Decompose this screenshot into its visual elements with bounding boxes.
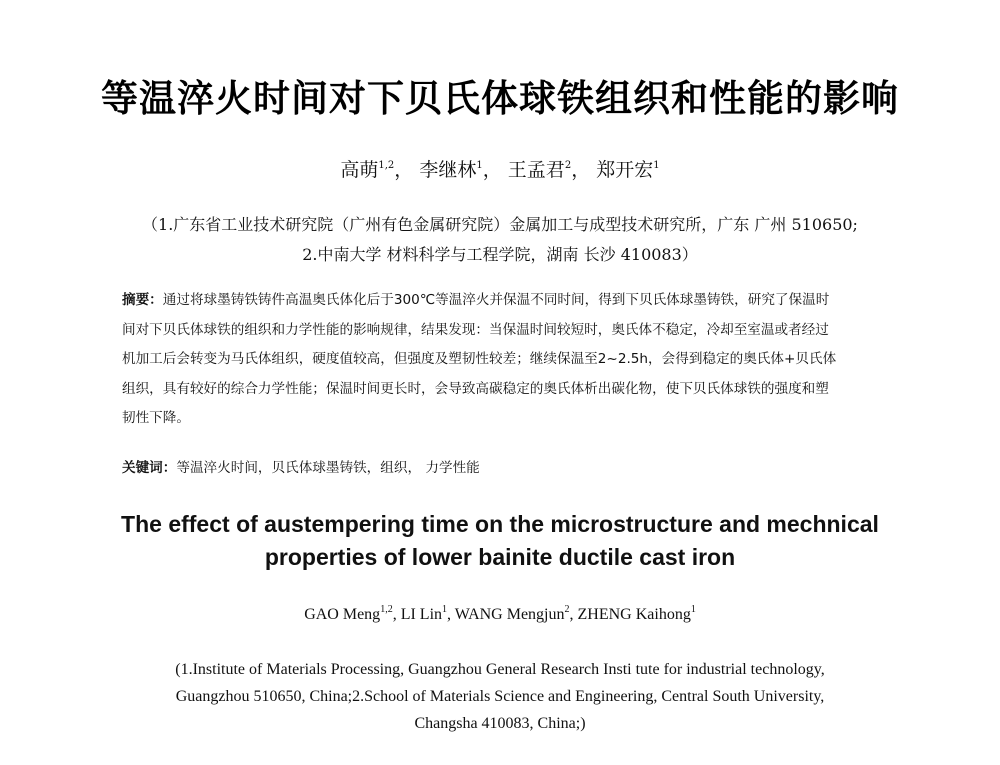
abstract-line: 韧性下降。 [122,410,190,426]
affiliation-line: Guangzhou 510650, China;2.School of Materials Science and Engineering, Central South University, [175,688,825,705]
affiliation-line: Changsha 410083, China;) [414,715,586,732]
author-en: WANG Mengjun$^2$, [454,604,578,623]
author-en: LI Lin$^1$, [400,604,455,623]
chinese-authors [0,155,1000,182]
affiliation-line: (1.Institute of Materials Processing, Guangzhou General Research Insti tute for industrial technology, [175,661,825,678]
author-en: GAO Meng$^{1,2}$, [304,604,401,623]
author-cn: 李继林$^1$， [419,159,502,181]
english-title-line: The effect of austempering time on the microstructure and mechnical [121,511,879,537]
chinese-abstract [122,286,934,434]
english-title [0,508,1000,574]
author-cn: 王孟君$^2$， [507,159,591,181]
abstract-line: 组织，具有较好的综合力学性能；保温时间更长时，会导致高碳稳定的奥氏体析出碳化物，使下贝氏体球铁的强度和塑 [122,380,829,397]
author-cn: 郑开宏$^1$ [596,159,660,181]
abstract-line: 机加工后会转变为马氏体组织，硬度值较高，但强度及塑韧性较差；继续保温至2~2.5h，会得到稳定的奥氏体+贝氏体 [122,351,837,367]
english-title-line: properties of lower bainite ductile cast iron [264,544,736,570]
keywords-text: 等温淬火时间，贝氏体球墨铸铁，组织， 力学性能 [176,460,480,476]
english-affiliations [0,656,1000,737]
abstract-line: 间对下贝氏体球铁的组织和力学性能的影响规律，结果发现：当保温时间较短时，奥氏体不稳定，冷却至室温或者经过 [122,321,829,338]
chinese-title: 等温淬火时间对下贝氏体球铁组织和性能的影响 [101,77,899,120]
abstract-label: 摘要： [122,292,163,308]
chinese-keywords [122,456,934,476]
keywords-label: 关键词： [122,460,177,476]
affiliation-line: 2.中南大学 材料科学与工程学院，湖南 长沙 410083） [302,245,698,264]
chinese-affiliations [0,210,1000,270]
affiliation-line: （1.广东省工业技术研究院（广州有色金属研究院）金属加工与成型技术研究所，广东 广州 510650; [142,215,858,234]
abstract-line: 摘要：通过将球墨铸铁铸件高温奥氏体化后于300℃等温淬火并保温不同时间，得到下贝氏体球墨铸铁，研究了保温时 [122,292,830,308]
english-authors [0,604,1000,624]
author-en: ZHENG Kaihong$^1$ [577,604,696,623]
author-cn: 高萌$^{1,2}$， [340,159,414,181]
